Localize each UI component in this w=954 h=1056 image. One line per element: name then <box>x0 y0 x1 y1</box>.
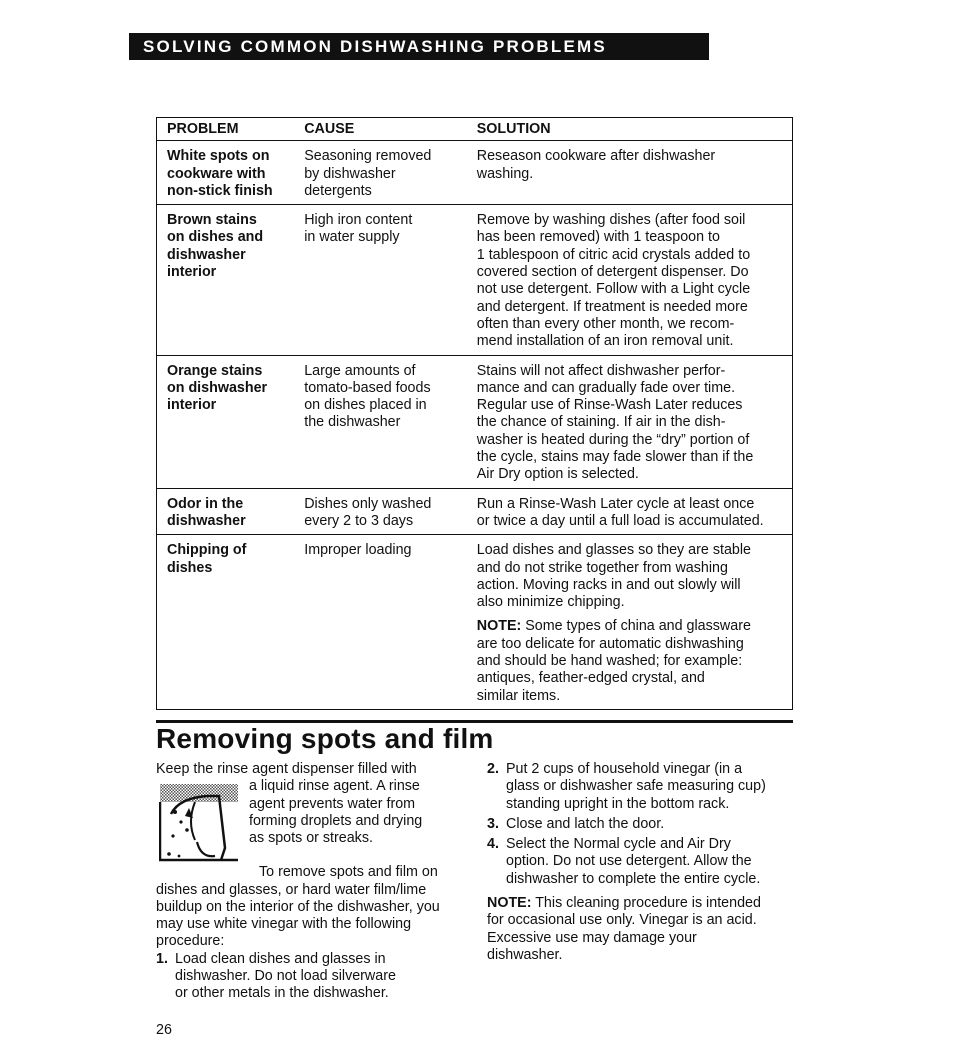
note-label: NOTE: <box>476 618 522 635</box>
cause-line: Dishes only washed <box>304 495 432 512</box>
step-text <box>506 836 792 888</box>
step-text <box>506 816 792 833</box>
solution-line: the cycle, stains may fade slower than if the <box>476 449 754 466</box>
intro-line: may use white vinegar with the following <box>156 916 412 933</box>
intro-line: a liquid rinse agent. A rinse <box>249 778 420 795</box>
cause-cell <box>296 355 467 488</box>
step-line: Put 2 cups of household vinegar (in a <box>506 761 743 777</box>
solution-line: the chance of staining. If air in the dish- <box>476 414 726 431</box>
problem-line: on dishwasher <box>167 379 268 396</box>
cause-line: Large amounts of <box>304 362 416 379</box>
chipping-note <box>477 618 788 704</box>
table-row <box>157 535 793 710</box>
solution-line: 1 tablespoon of citric acid crystals added to <box>476 246 751 263</box>
cause-line: High iron content <box>304 212 413 229</box>
step-2 <box>487 761 792 813</box>
troubleshooting-table <box>156 117 793 710</box>
solution-line: Run a Rinse-Wash Later cycle at least once <box>476 495 755 512</box>
solution-line: mend installation of an iron removal unit. <box>476 333 734 350</box>
intro-rest <box>156 864 468 950</box>
cause-line: the dishwasher <box>304 414 401 431</box>
step-line: Load clean dishes and glasses in <box>175 950 386 967</box>
solution-line: Regular use of Rinse-Wash Later reduces <box>476 397 743 414</box>
table-row <box>157 488 793 535</box>
step-line: standing upright in the bottom rack. <box>506 795 730 812</box>
note-line: NOTE: Some types of china and glassware <box>476 618 751 635</box>
solution-line: not use detergent. Follow with a Light cycle <box>476 281 751 298</box>
step-number: 3. <box>487 815 499 832</box>
intro-wrap <box>156 778 468 847</box>
intro-line: as spots or streaks. <box>249 830 373 847</box>
problem-line: Orange stains <box>167 362 263 379</box>
step-number: 1. <box>156 950 168 967</box>
step-text <box>175 951 468 1003</box>
solution-line: washing. <box>476 165 534 182</box>
steps-left <box>156 951 468 1003</box>
solution-line: action. Moving racks in and out slowly will <box>476 576 741 593</box>
problem-cell <box>157 205 297 355</box>
problem-line: White spots on <box>167 148 270 165</box>
solution-line: Remove by washing dishes (after food soil <box>476 212 746 229</box>
step-line: option. Do not use detergent. Allow the <box>506 853 752 870</box>
solution-line: Stains will not affect dishwasher perfor- <box>476 362 726 379</box>
cause-line: tomato-based foods <box>304 379 431 396</box>
solution-line: often than every other month, we recom- <box>476 315 735 332</box>
note-line: for occasional use only. Vinegar is an acid. <box>487 912 757 929</box>
cleaning-note <box>487 895 792 964</box>
solution-line: has been removed) with 1 teaspoon to <box>476 229 720 246</box>
note-label: NOTE: <box>487 895 532 912</box>
intro-line: dishes and glasses, or hard water film/lime <box>156 881 427 898</box>
problem-line: dishwasher <box>167 512 246 529</box>
step-text <box>506 761 792 813</box>
step-line: or other metals in the dishwasher. <box>175 985 389 1002</box>
step-number: 2. <box>487 761 499 777</box>
step-line: glass or dishwasher safe measuring cup) <box>506 778 766 795</box>
table-body <box>157 141 793 710</box>
intro-line: agent prevents water from <box>249 795 416 812</box>
table-row <box>157 205 793 355</box>
page-number: 26 <box>156 1022 172 1038</box>
solution-line: Air Dry option is selected. <box>476 466 639 483</box>
solution-line: also minimize chipping. <box>476 594 625 611</box>
problem-cell <box>157 535 297 710</box>
solution-line: and do not strike together from washing <box>476 559 728 576</box>
problem-cell <box>157 488 297 535</box>
section-banner: SOLVING COMMON DISHWASHING PROBLEMS <box>129 33 709 60</box>
solution-cell <box>467 205 793 355</box>
problem-line: cookware with <box>167 165 266 182</box>
step-1 <box>156 951 468 1003</box>
steps-right <box>487 761 792 888</box>
solution-line: washer is heated during the “dry” portion of <box>476 431 750 448</box>
header-problem: PROBLEM <box>157 118 297 141</box>
intro-line: procedure: <box>156 933 225 950</box>
problem-line: dishwasher <box>167 246 246 263</box>
header-cause: CAUSE <box>296 118 467 141</box>
step-line: Close and latch the door. <box>506 815 665 832</box>
step-line: dishwasher. Do not load silverware <box>175 968 396 985</box>
problem-line: on dishes and <box>167 229 264 246</box>
cause-line: by dishwasher <box>304 165 396 182</box>
cause-cell <box>296 488 467 535</box>
solution-line: and detergent. If treatment is needed more <box>476 298 748 315</box>
cause-line: Seasoning removed <box>304 148 432 165</box>
solution-cell <box>467 355 793 488</box>
table-row <box>157 355 793 488</box>
solution-cell <box>467 488 793 535</box>
cause-line: on dishes placed in <box>304 397 427 414</box>
note-line: are too delicate for automatic dishwashing <box>476 635 744 652</box>
cause-cell <box>296 141 467 205</box>
problem-cell <box>157 141 297 205</box>
solution-line: mance and can gradually fade over time. <box>476 379 736 396</box>
problem-line: Brown stains <box>167 212 257 229</box>
step-4 <box>487 836 792 888</box>
cause-line: in water supply <box>304 229 400 246</box>
problem-line: Odor in the <box>167 495 244 512</box>
intro-line: buildup on the interior of the dishwasher, you <box>156 898 440 915</box>
solution-cell <box>467 535 793 710</box>
problem-line: interior <box>167 264 217 281</box>
section-title: Removing spots and film <box>156 723 494 754</box>
problem-line: interior <box>167 397 217 414</box>
cause-line: detergents <box>304 182 372 199</box>
step-line: Select the Normal cycle and Air Dry <box>506 836 731 853</box>
solution-cell <box>467 141 793 205</box>
note-line: antiques, feather-edged crystal, and <box>476 670 705 687</box>
intro-line: forming droplets and drying <box>249 812 423 829</box>
left-column <box>156 761 468 1006</box>
cause-line: every 2 to 3 days <box>304 512 414 529</box>
solution-line: Load dishes and glasses so they are stable <box>476 542 751 559</box>
glass-spots-icon <box>159 782 239 862</box>
cause-cell <box>296 535 467 710</box>
note-text: This cleaning procedure is intended for occasional use only. Vinegar is an acid. Excessive use may damage your dishwasher. <box>487 895 792 964</box>
note-line: Excessive use may damage your <box>487 929 697 946</box>
solution-line: Reseason cookware after dishwasher <box>476 148 716 165</box>
cause-line: Improper loading <box>304 542 412 559</box>
intro-line: To remove spots and film on <box>259 864 438 881</box>
note-line: similar items. <box>476 687 561 704</box>
solution-line: or twice a day until a full load is accumulated. <box>476 512 764 529</box>
table-row <box>157 141 793 205</box>
intro-first-line: Keep the rinse agent dispenser filled with <box>156 761 417 777</box>
problem-cell <box>157 355 297 488</box>
problem-line: non-stick finish <box>167 182 273 199</box>
problem-line: Chipping of <box>167 542 247 559</box>
right-column <box>487 761 792 964</box>
solution-line: covered section of detergent dispenser. Do <box>476 264 749 281</box>
note-line: and should be hand washed; for example: <box>476 653 743 670</box>
note-line: dishwasher. <box>487 946 563 963</box>
step-3 <box>487 816 792 833</box>
header-solution: SOLUTION <box>467 118 793 141</box>
table-header-row <box>157 118 793 141</box>
step-line: dishwasher to complete the entire cycle. <box>506 870 761 887</box>
problem-line: dishes <box>167 559 213 576</box>
cause-cell <box>296 205 467 355</box>
step-number: 4. <box>487 836 499 853</box>
